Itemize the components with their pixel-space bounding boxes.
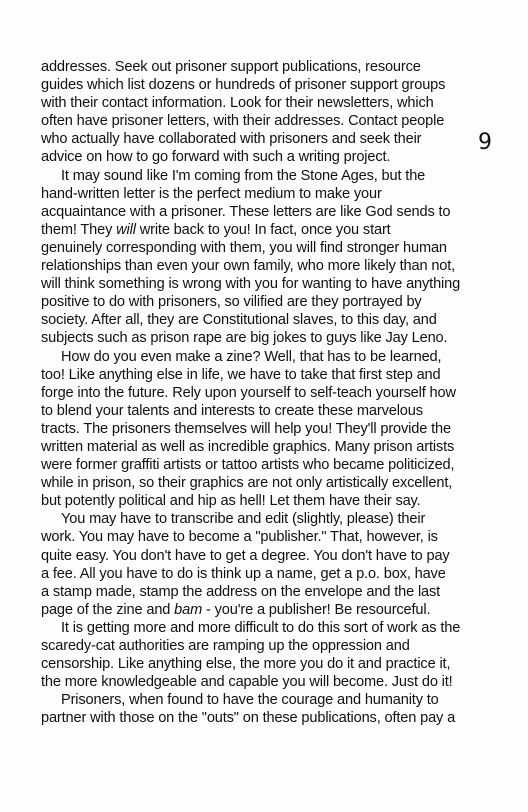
text-line: society. After all, they are Constitutional slaves, to this day, and (41, 312, 437, 329)
text-line: advice on how to go forward with such a writing project. (41, 149, 391, 166)
text-line: How do you even make a zine? Well, that has to be learned, (61, 348, 442, 365)
text-line: often have prisoner letters, with their addresses. Contact people (41, 113, 445, 130)
text-line: the more knowledgeable and capable you will become. Just do it! (41, 674, 453, 691)
text-line: too! Like anything else in life, we have to take that first step and (41, 366, 441, 383)
text-line: quite easy. You don't have to get a degree. You don't have to pay (41, 547, 450, 564)
text-line: guides which list dozens or hundreds of prisoner support groups (41, 77, 446, 94)
text-line: genuinely corresponding with them, you will find stronger human (41, 239, 447, 256)
text-line: partner with those on the "outs" on these publications, often pay a (41, 710, 456, 727)
text-line: to blend your talents and interests to create these marvelous (41, 402, 423, 419)
text-line: relationships than even your own family, who more likely than not, (41, 258, 456, 275)
text-line: written material as well as incredible graphics. Many prison artists (41, 438, 455, 455)
text-line: page of the zine and bam - you're a publisher! Be resourceful. (41, 601, 431, 618)
text-line: with their contact information. Look for their newsletters, which (41, 95, 434, 112)
text-line: a stamp made, stamp the address on the envelope and the last (41, 583, 441, 600)
text-line: It is getting more and more difficult to do this sort of work as the (61, 619, 461, 636)
text-line: but potently political and hip as hell! Let them have their say. (41, 493, 421, 510)
text-line: censorship. Like anything else, the more you do it and practice it, (41, 656, 451, 673)
text-line: Prisoners, when found to have the courage and humanity to (61, 692, 439, 709)
text-line: addresses. Seek out prisoner support publications, resource (41, 59, 421, 75)
text-line: will think something is wrong with you for wanting to have anything (41, 276, 461, 293)
text-line: tracts. The prisoners themselves will help you! They'll provide the (41, 420, 451, 437)
text-line: hand-written letter is the perfect medium to make your (41, 185, 382, 202)
text-line: while in prison, so their graphics are not only artistically excellent, (41, 475, 453, 492)
text-line: It may sound like I'm coming from the Stone Ages, but the (61, 167, 426, 184)
body-text (41, 58, 501, 727)
text-line: scaredy-cat authorities are ramping up the oppression and (41, 638, 410, 654)
text-line: work. You may have to become a "publisher." That, however, is (41, 529, 438, 546)
text-line: acquaintance with a prisoner. These letters are like God sends to (41, 203, 451, 220)
text-line: who actually have collaborated with prisoners and seek their (41, 131, 422, 148)
text-line: a fee. All you have to do is think up a name, get a p.o. box, have (41, 565, 446, 582)
page-number: 9 (478, 130, 492, 155)
text-line: were former graffiti artists or tattoo artists who became politicized, (41, 457, 455, 474)
text-line: positive to do with prisoners, so vilified are they portrayed by (41, 294, 422, 311)
text-line: forge into the future. Rely upon yourself to self-teach yourself how (41, 384, 456, 401)
text-line: them! They will write back to you! In fact, once you start (41, 221, 391, 238)
text-line: You may have to transcribe and edit (slightly, please) their (61, 511, 426, 528)
text-line: subjects such as prison rape are big jokes to guys like Jay Leno. (41, 330, 448, 347)
